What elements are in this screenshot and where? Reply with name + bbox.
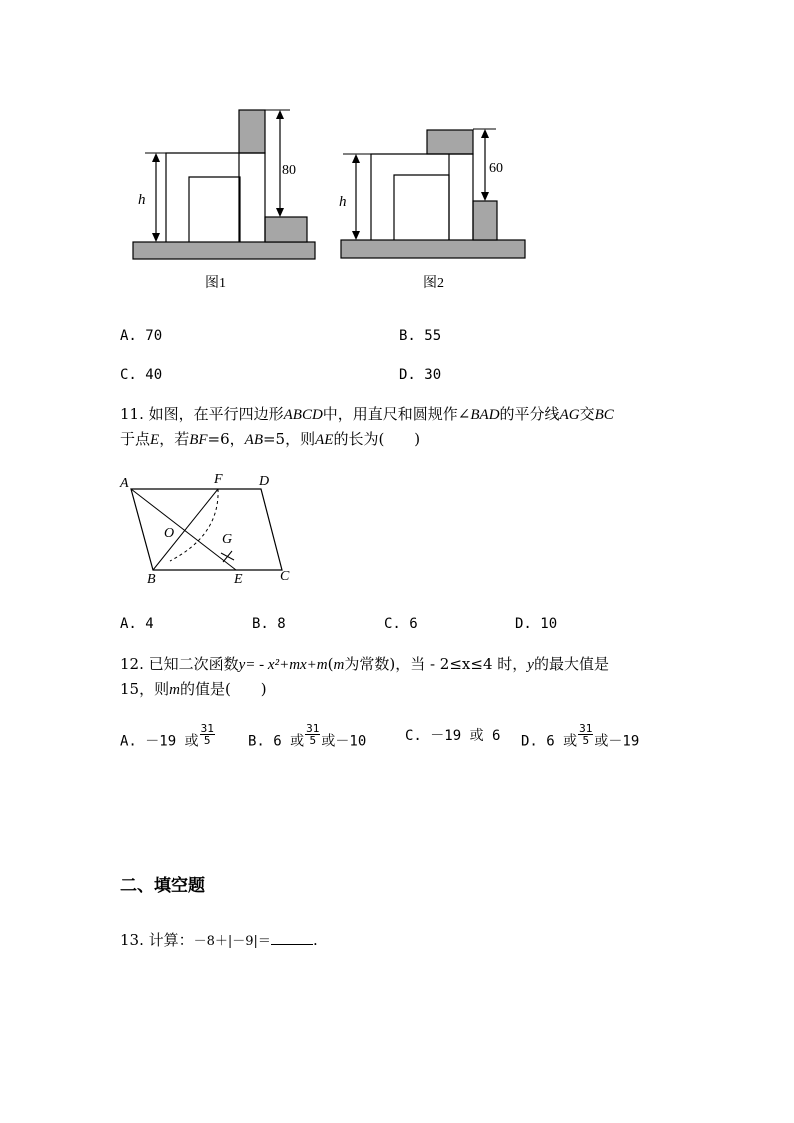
q12-text: 的值是( ) xyxy=(179,680,267,698)
q11-text: 的长为( ) xyxy=(333,430,421,448)
q12-var: m xyxy=(333,657,345,673)
q10-option-b[interactable]: B. 55 xyxy=(399,328,442,344)
q12-text: 15，则 xyxy=(120,680,170,698)
point-o-label: O xyxy=(164,526,175,541)
parallelogram-abcd xyxy=(131,489,282,570)
q11-text: =6， xyxy=(207,430,245,448)
point-b-label: B xyxy=(147,572,156,587)
fig1-upper-block xyxy=(239,110,265,153)
fig2-base xyxy=(341,240,525,258)
q11-question-line2 xyxy=(120,428,420,449)
segment-bf xyxy=(153,489,218,570)
fig1-h-label: h xyxy=(138,192,146,208)
q12-option-b-text: 或－10 xyxy=(321,733,367,750)
q11-option-c[interactable]: C. 6 xyxy=(384,616,418,632)
q11-text: 中，用直尺和圆规作∠ xyxy=(322,405,471,423)
fraction xyxy=(200,723,215,746)
q13-question xyxy=(120,929,318,950)
q12-equation: = - x²+mx+m xyxy=(245,657,328,673)
q11-var: ABCD xyxy=(283,407,323,423)
q12-var: y xyxy=(527,657,534,673)
q11-text: 11. 如图，在平行四边形 xyxy=(120,405,284,423)
q10-option-d[interactable]: D. 30 xyxy=(399,367,442,383)
section-title: 二、填空题 xyxy=(120,876,205,896)
q12-var: m xyxy=(169,682,180,698)
fraction-numerator: 31 xyxy=(200,722,214,735)
q12-question-line2 xyxy=(120,678,267,699)
fraction-numerator: 31 xyxy=(579,722,593,735)
q11-text: =5，则 xyxy=(262,430,316,448)
figure-2 xyxy=(333,100,533,295)
q12-option-a-text: A. －19 或 xyxy=(120,733,199,750)
q10-option-a[interactable]: A. 70 xyxy=(120,328,163,344)
fig1-table xyxy=(166,153,265,242)
q13-expression: －8＋|－9|＝ xyxy=(193,934,271,949)
q12-option-b-text: B. 6 或 xyxy=(248,733,305,750)
q13-label: 13. 计算： xyxy=(120,931,194,949)
q11-var: BF xyxy=(189,432,208,448)
q11-parallelogram-figure xyxy=(110,465,310,590)
q11-text: 于点 xyxy=(120,430,151,448)
fraction xyxy=(578,723,593,746)
q12-question-line1 xyxy=(120,653,609,674)
point-d-label: D xyxy=(259,474,270,489)
fig1-caption: 图1 xyxy=(205,276,226,291)
q12-option-a[interactable] xyxy=(120,722,216,753)
fraction-denominator: 5 xyxy=(203,734,211,747)
q12-option-d-text: 或－19 xyxy=(594,733,640,750)
fig2-table xyxy=(371,154,473,240)
q11-text: 的平分线 xyxy=(499,405,560,423)
point-e-label: E xyxy=(234,572,243,587)
q11-option-b[interactable]: B. 8 xyxy=(252,616,286,632)
q11-var: BC xyxy=(594,407,614,423)
point-a-label: A xyxy=(120,476,129,491)
fraction-numerator: 31 xyxy=(306,722,320,735)
fig2-h-label: h xyxy=(339,194,347,210)
q12-option-c[interactable]: C. －19 或 6 xyxy=(405,728,501,744)
q11-text: ，若 xyxy=(159,430,190,448)
q11-var: E xyxy=(150,432,160,448)
fraction-denominator: 5 xyxy=(309,734,317,747)
figure-1 xyxy=(125,100,325,295)
fig2-caption: 图2 xyxy=(423,276,444,291)
fraction xyxy=(305,723,320,746)
q11-option-d[interactable]: D. 10 xyxy=(515,616,558,632)
q11-var: BAD xyxy=(470,407,500,423)
q12-text: 为常数)，当 - 2≤x≤4 时， xyxy=(344,655,528,673)
fig1-base xyxy=(133,242,315,259)
q12-option-b[interactable] xyxy=(248,722,367,753)
answer-blank[interactable] xyxy=(271,930,313,945)
q12-text: 12. 已知二次函数 xyxy=(120,655,239,673)
point-c-label: C xyxy=(280,569,290,584)
point-f-label: F xyxy=(214,472,223,487)
q10-option-c[interactable]: C. 40 xyxy=(120,367,163,383)
fig2-dim-label: 60 xyxy=(489,161,503,176)
fig1-lower-block xyxy=(265,217,307,242)
q11-question-line1 xyxy=(120,403,614,424)
q12-text: 的最大值是 xyxy=(533,655,609,673)
q11-option-a[interactable]: A. 4 xyxy=(120,616,154,632)
q13-end: . xyxy=(312,931,318,949)
q12-option-d[interactable] xyxy=(521,722,640,753)
bisector-ae xyxy=(131,489,236,570)
q12-text: ( xyxy=(327,655,334,673)
fraction-denominator: 5 xyxy=(582,734,590,747)
q11-var: AG xyxy=(559,407,580,423)
q12-var: y xyxy=(238,657,246,673)
fig2-lower-block xyxy=(473,201,497,240)
q11-var: AB xyxy=(244,432,263,448)
q12-option-d-text: D. 6 或 xyxy=(521,733,578,750)
fig1-dim-label: 80 xyxy=(282,163,296,178)
fig2-upper-block xyxy=(427,130,473,154)
q11-text: 交 xyxy=(579,405,595,423)
q11-var: AE xyxy=(315,432,334,448)
point-g-label: G xyxy=(222,532,233,547)
